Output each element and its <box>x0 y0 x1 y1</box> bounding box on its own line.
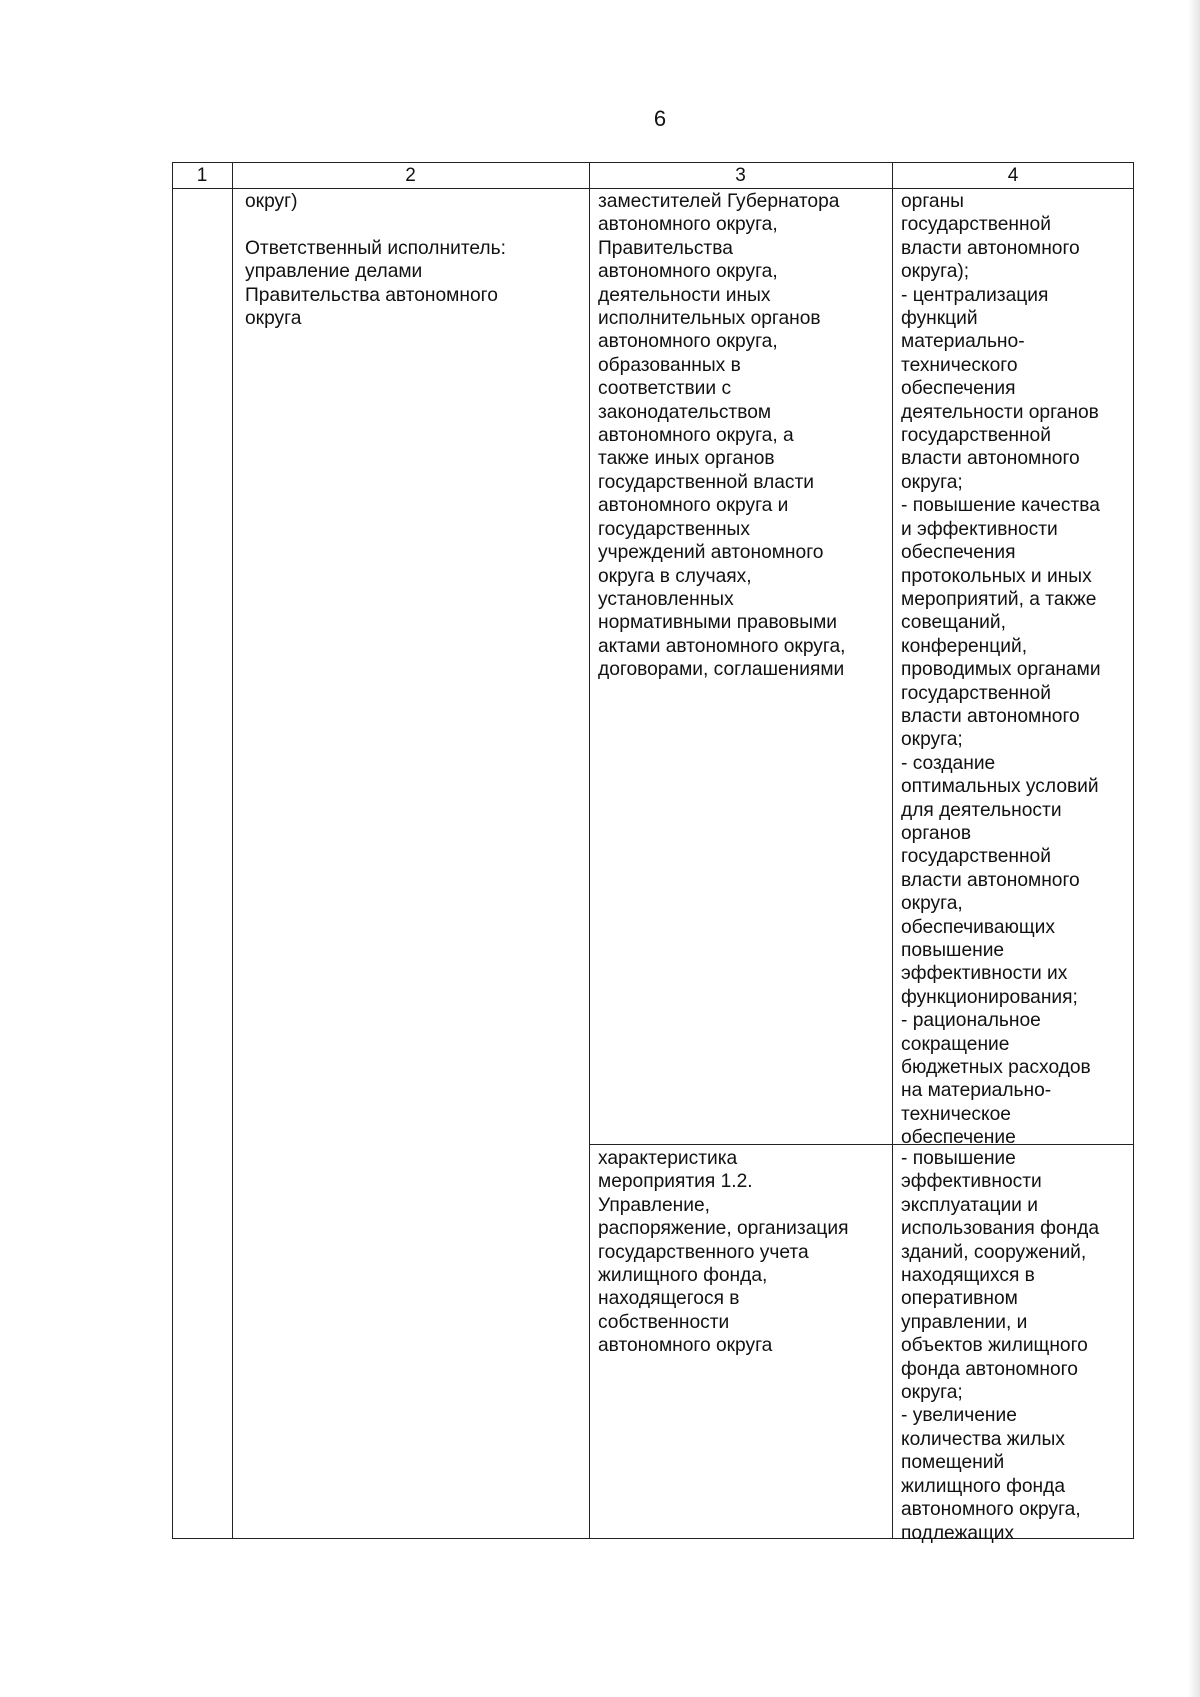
column-header-2: 2 <box>405 165 416 186</box>
scan-page-edge <box>1188 0 1200 1697</box>
page-number: 6 <box>653 106 667 131</box>
column-header-4: 4 <box>1007 165 1019 186</box>
row1-col2-responsible-executor: округ) Ответственный исполнитель: управление делами Правительства автономного округа <box>245 191 506 330</box>
header-separator <box>172 188 1134 189</box>
column-divider-2 <box>589 162 590 1539</box>
row2-col3-description: характеристика мероприятия 1.2. Управление, распоряжение, организация государственного учета жилищного фонда, находящегося в собственности автономного округа <box>598 1148 849 1357</box>
column-header-1: 1 <box>196 165 208 186</box>
column-header-3: 3 <box>735 165 746 186</box>
row1-col4-results: органы государственной власти автономного округа); - централизация функций материально- технического обеспечения деятельности органов государственной власти автономного округа; - повышение качества и эффективности обеспечения протокольных и иных мероприятий, а также совещаний, конференций, проводимых органами государственной власти автономного округа; - создание оптимальных условий для деятельности органов государственной власти автономного округа, обеспечивающих повышение эффективности их функционирования; - рациональное сокращение бюджетных расходов на материально- техническое обеспечение <box>901 191 1101 1149</box>
column-divider-3 <box>892 162 893 1539</box>
column-divider-1 <box>232 162 233 1539</box>
row1-col3-description: заместителей Губернатора автономного округа, Правительства автономного округа, деятельности иных исполнительных органов автономного округа, образованных в соответствии с законодательством автономного округа, а также иных органов государственной власти автономного округа и государственных учреждений автономного округа в случаях, установленных нормативными правовыми актами автономного округа, договорами, соглашениями <box>598 191 846 681</box>
row2-col4-results: - повышение эффективности эксплуатации и использования фонда зданий, сооружений, находящихся в оперативном управлении, и объектов жилищного фонда автономного округа; - увеличение количества жилых помещений жилищного фонда автономного округа, подлежащих <box>901 1148 1100 1544</box>
